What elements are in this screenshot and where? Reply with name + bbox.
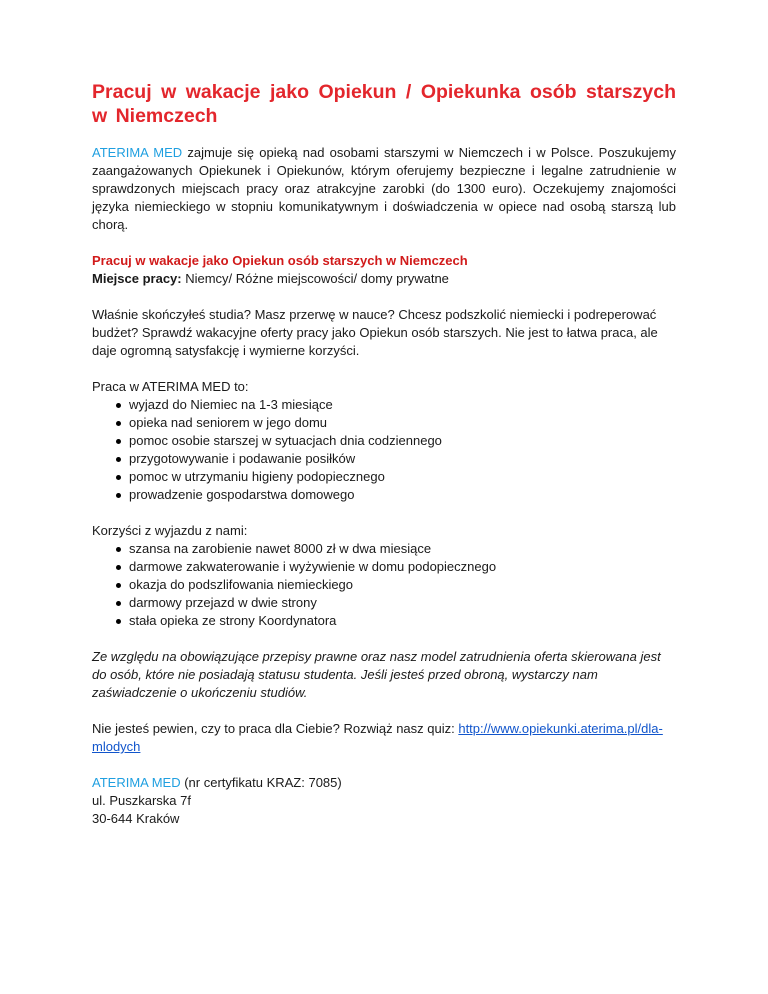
footer-city: 30-644 Kraków	[92, 811, 180, 826]
footer-brand: ATERIMA MED	[92, 775, 181, 790]
footer-line	[92, 774, 676, 792]
footer-street: ul. Puszkarska 7f	[92, 793, 191, 808]
offer-block	[92, 252, 676, 288]
document-content	[92, 80, 676, 828]
intro-paragraph	[92, 144, 676, 234]
list-item: prowadzenie gospodarstwa domowego	[92, 486, 676, 504]
list-item: wyjazd do Niemiec na 1-3 miesiące	[92, 396, 676, 414]
benefits-heading: Korzyści z wyjazdu z nami:	[92, 523, 248, 538]
offer-heading: Pracuj w wakacje jako Opiekun osób starszych w Niemczech	[92, 253, 468, 268]
list-item: darmowe zakwaterowanie i wyżywienie w domu podopiecznego	[92, 558, 676, 576]
list-item: pomoc w utrzymaniu higieny podopiecznego	[92, 468, 676, 486]
notice-paragraph: Ze względu na obowiązujące przepisy prawne oraz nasz model zatrudnienia oferta skierowana jest do osób, które nie posiadają statusu studenta. Jeśli jesteś przed obroną, wystarczy nam zaświadczenie o ukończeniu studiów.	[92, 649, 661, 700]
list-item: przygotowywanie i podawanie posiłków	[92, 450, 676, 468]
work-heading: Praca w ATERIMA MED to:	[92, 379, 249, 394]
quiz-paragraph	[92, 720, 676, 756]
quiz-text: Nie jesteś pewien, czy to praca dla Ciebie? Rozwiąż nasz quiz:	[92, 721, 459, 736]
list-item: okazja do podszlifowania niemieckiego	[92, 576, 676, 594]
list-item: opieka nad seniorem w jego domu	[92, 414, 676, 432]
company-footer	[92, 774, 676, 828]
footer-cert: (nr certyfikatu KRAZ: 7085)	[180, 775, 342, 790]
work-block	[92, 378, 676, 504]
work-place-label: Miejsce pracy:	[92, 271, 182, 286]
benefits-list	[92, 540, 676, 630]
benefits-block	[92, 522, 676, 630]
list-item: pomoc osobie starszej w sytuacjach dnia codziennego	[92, 432, 676, 450]
list-item: darmowy przejazd w dwie strony	[92, 594, 676, 612]
work-place-value: Niemcy/ Różne miejscowości/ domy prywatne	[181, 271, 449, 286]
pitch-paragraph: Właśnie skończyłeś studia? Masz przerwę w nauce? Chcesz podszkolić niemiecki i podreperować budżet? Sprawdź wakacyjne oferty pracy jako Opiekun osób starszych. Nie jest to łatwa praca, ale daje ogromną satysfakcję i wymierne korzyści.	[92, 307, 658, 358]
list-item: szansa na zarobienie nawet 8000 zł w dwa miesiące	[92, 540, 676, 558]
intro-text: zajmuje się opieką nad osobami starszymi w Niemczech i w Polsce. Poszukujemy zaangażowanych Opiekunek i Opiekunów, którym oferujemy bezpieczne i legalne zatrudnienie w sprawdzonych miejscach pracy oraz atrakcyjne zarobki (do 1300 euro). Oczekujemy znajomości języka niemieckiego w stopniu komunikatywnym i doświadczenia w opiece nad osobą starszą lub chorą.	[92, 145, 676, 232]
quiz-link[interactable]: http://www.opiekunki.aterima.pl/dla-mlodych	[92, 721, 663, 754]
page-title: Pracuj w wakacje jako Opiekun / Opiekunka osób starszych w Niemczech	[92, 81, 676, 127]
work-place-line	[92, 270, 676, 288]
list-item: stała opieka ze strony Koordynatora	[92, 612, 676, 630]
intro-brand: ATERIMA MED	[92, 145, 183, 160]
work-list	[92, 396, 676, 504]
